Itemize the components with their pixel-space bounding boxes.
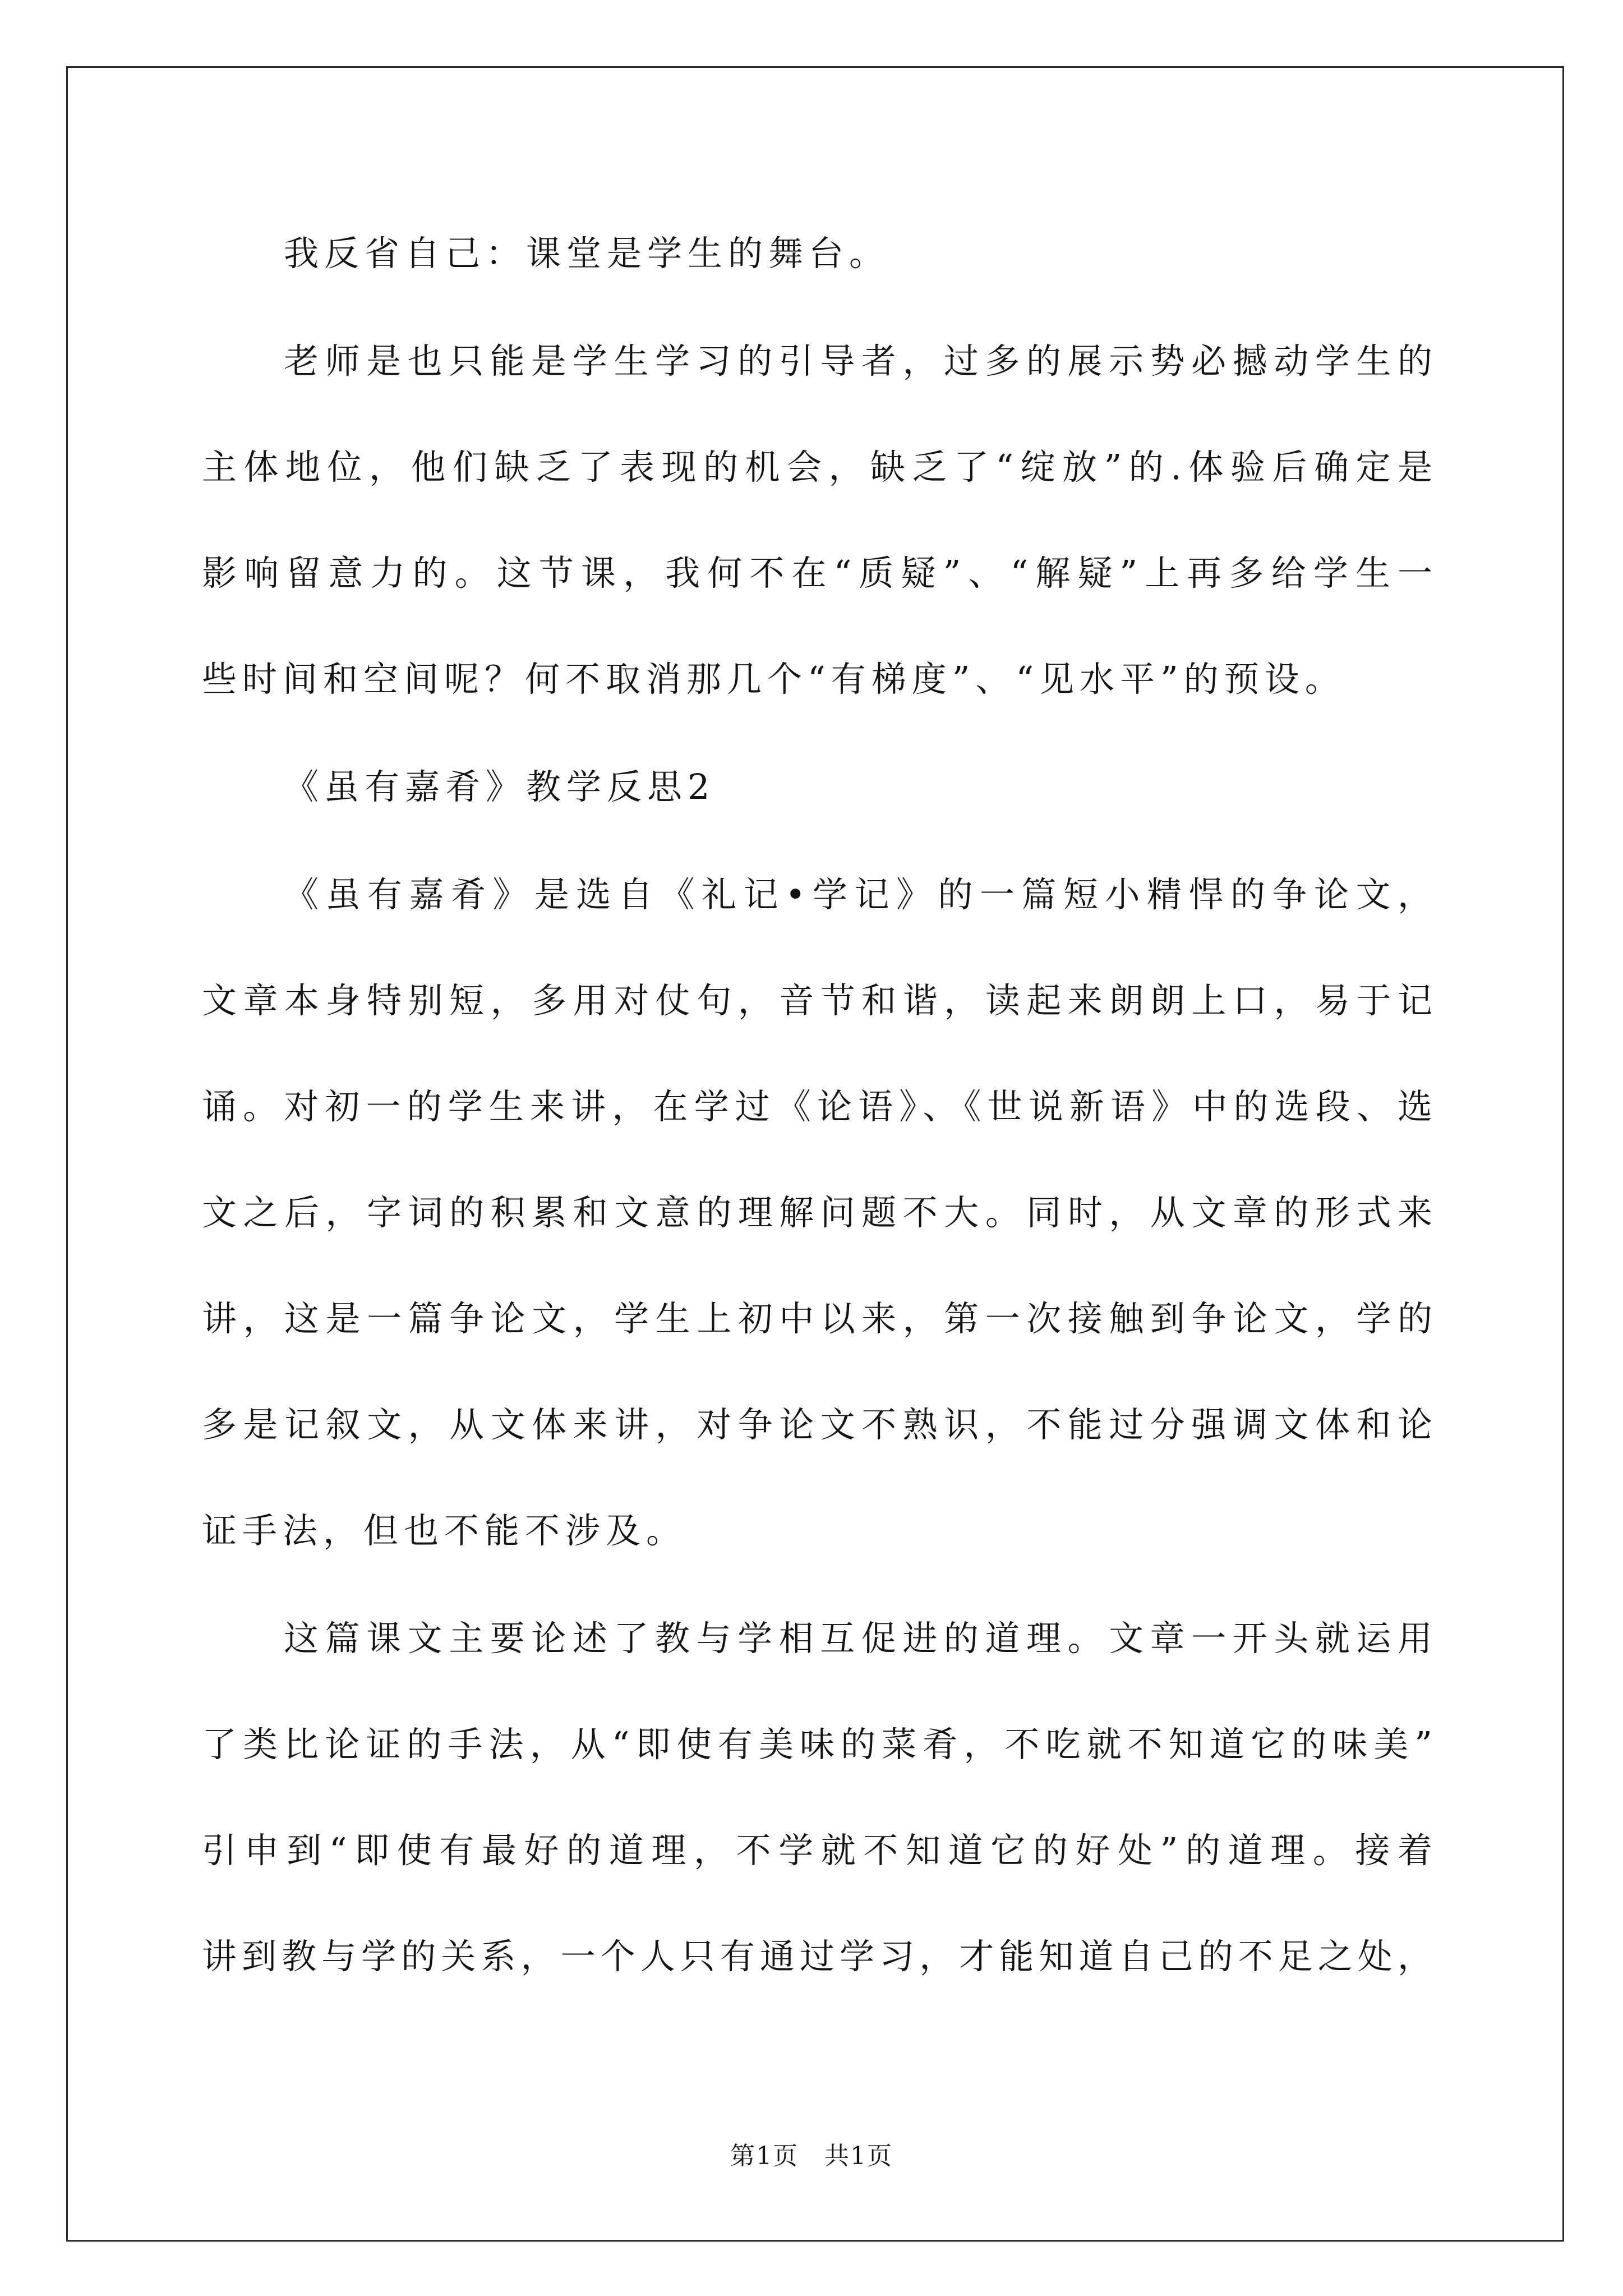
paragraph [202,1585,1435,2009]
text-line: 文之后，字词的积累和文意的理解问题不大。同时，从文章的形式来 [202,1192,1435,1233]
text-line: 些时间和空间呢？何不取消那几个“有梯度”、“见水平”的预设。 [202,659,1345,700]
section-heading [202,734,1435,840]
paragraph [202,308,1435,732]
text-line: 讲，这是一篇争论文，学生上初中以来，第一次接触到争论文，学的 [202,1298,1435,1339]
page-footer: 第1页 共1页 [730,2142,893,2170]
text-line: 讲到教与学的关系，一个人只有通过学习，才能知道自己的不足之处， [202,1936,1435,1977]
text-line: 了类比论证的手法，从“即使有美味的菜肴，不吃就不知道它的味美” [202,1724,1435,1765]
document-body [202,200,1435,2011]
text-line: 主体地位，他们缺乏了表现的机会，缺乏了“绽放”的.体验后确定是 [202,447,1435,487]
text-line: 文章本身特别短，多用对仗句，音节和谐，读起来朗朗上口，易于记 [202,980,1435,1021]
text-line: 《虽有嘉肴》是选自《礼记•学记》的一篇短小精悍的争论文， [284,874,1435,915]
section-heading-text: 《虽有嘉肴》教学反思2 [284,766,716,807]
text-line: 引申到“即使有最好的道理，不学就不知道它的好处”的道理。接着 [202,1830,1435,1871]
text-line: 多是记叙文，从文体来讲，对争论文不熟识，不能过分强调文体和论 [202,1404,1435,1445]
text-line: 我反省自己：课堂是学生的舞台。 [284,233,890,274]
text-line: 老师是也只能是学生学习的引导者，过多的展示势必撼动学生的 [284,341,1435,381]
paragraph [202,200,1435,306]
text-line: 影响留意力的。这节课，我何不在“质疑”、“解疑”上再多给学生一 [202,553,1435,593]
text-line: 这篇课文主要论述了教与学相互促进的道理。文章一开头就运用 [284,1618,1435,1659]
paragraph [202,841,1435,1584]
text-line: 诵。对初一的学生来讲，在学过《论语》、《世说新语》中的选段、选 [202,1086,1435,1127]
text-line: 证手法，但也不能不涉及。 [202,1510,687,1551]
